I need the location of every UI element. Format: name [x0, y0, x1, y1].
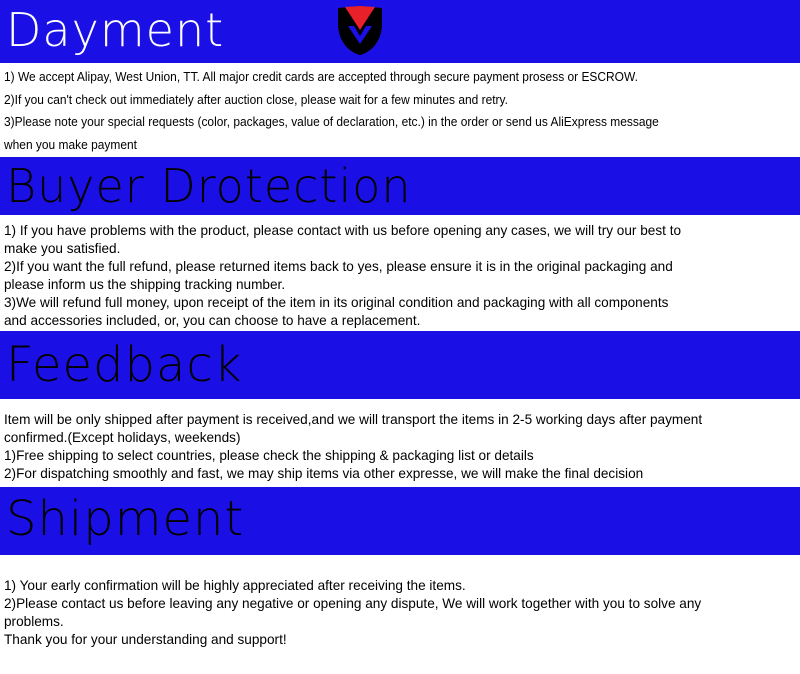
shipment-line: problems. — [4, 614, 64, 629]
payment-line: 2)If you can't check out immediately after auction close, please wait for a few minutes and retry. — [4, 91, 508, 107]
shipment-header-band — [0, 487, 800, 555]
feedback-line: confirmed.(Except holidays, weekends) — [4, 430, 241, 445]
buyer-protection-line: and accessories included, or, you can choose to have a replacement. — [4, 313, 421, 328]
buyer-protection-title: Buyer Drotection — [6, 159, 412, 213]
feedback-text — [4, 411, 794, 483]
feedback-line: Item will be only shipped after payment is received,and we will transport the items in 2-5 working days after payment — [4, 412, 703, 427]
feedback-title: Feedback — [6, 337, 243, 393]
buyer-protection-line: 3)We will refund full money, upon receipt of the item in its original condition and packaging with all components — [4, 295, 669, 310]
payment-title: Dayment — [6, 3, 225, 57]
shipment-text — [4, 577, 794, 649]
buyer-protection-header-band — [0, 157, 800, 215]
buyer-protection-line: please inform us the shipping tracking number. — [4, 277, 286, 292]
shipment-line: 2)Please contact us before leaving any negative or opening any dispute, We will work together with you to solve any — [4, 596, 702, 611]
buyer-protection-line: 1) If you have problems with the product, please contact with us before opening any cases, we will try our best to — [4, 223, 682, 238]
buyer-protection-line: make you satisfied. — [4, 241, 121, 256]
v-shield-logo-icon — [336, 4, 384, 56]
payment-line: 3)Please note your special requests (color, packages, value of declaration, etc.) in the order or send us AliExpress message — [4, 114, 659, 129]
feedback-line: 1)Free shipping to select countries, please check the shipping & packaging list or details — [4, 448, 534, 463]
feedback-header-band — [0, 331, 800, 399]
shipment-line: 1) Your early confirmation will be highly appreciated after receiving the items. — [4, 578, 466, 593]
payment-text — [4, 66, 794, 156]
shipment-line: Thank you for your understanding and support! — [4, 632, 287, 647]
buyer-protection-text — [4, 222, 794, 330]
shipment-title: Shipment — [6, 491, 245, 547]
payment-line: when you make payment — [4, 136, 137, 152]
payment-header-band — [0, 0, 800, 63]
feedback-line: 2)For dispatching smoothly and fast, we may ship items via other expresse, we will make the final decision — [4, 466, 644, 481]
payment-line: 1) We accept Alipay, West Union, TT. All major credit cards are accepted through secure payment prosess or ESCROW. — [4, 69, 638, 84]
buyer-protection-line: 2)If you want the full refund, please returned items back to yes, please ensure it is in the original packaging and — [4, 259, 673, 274]
